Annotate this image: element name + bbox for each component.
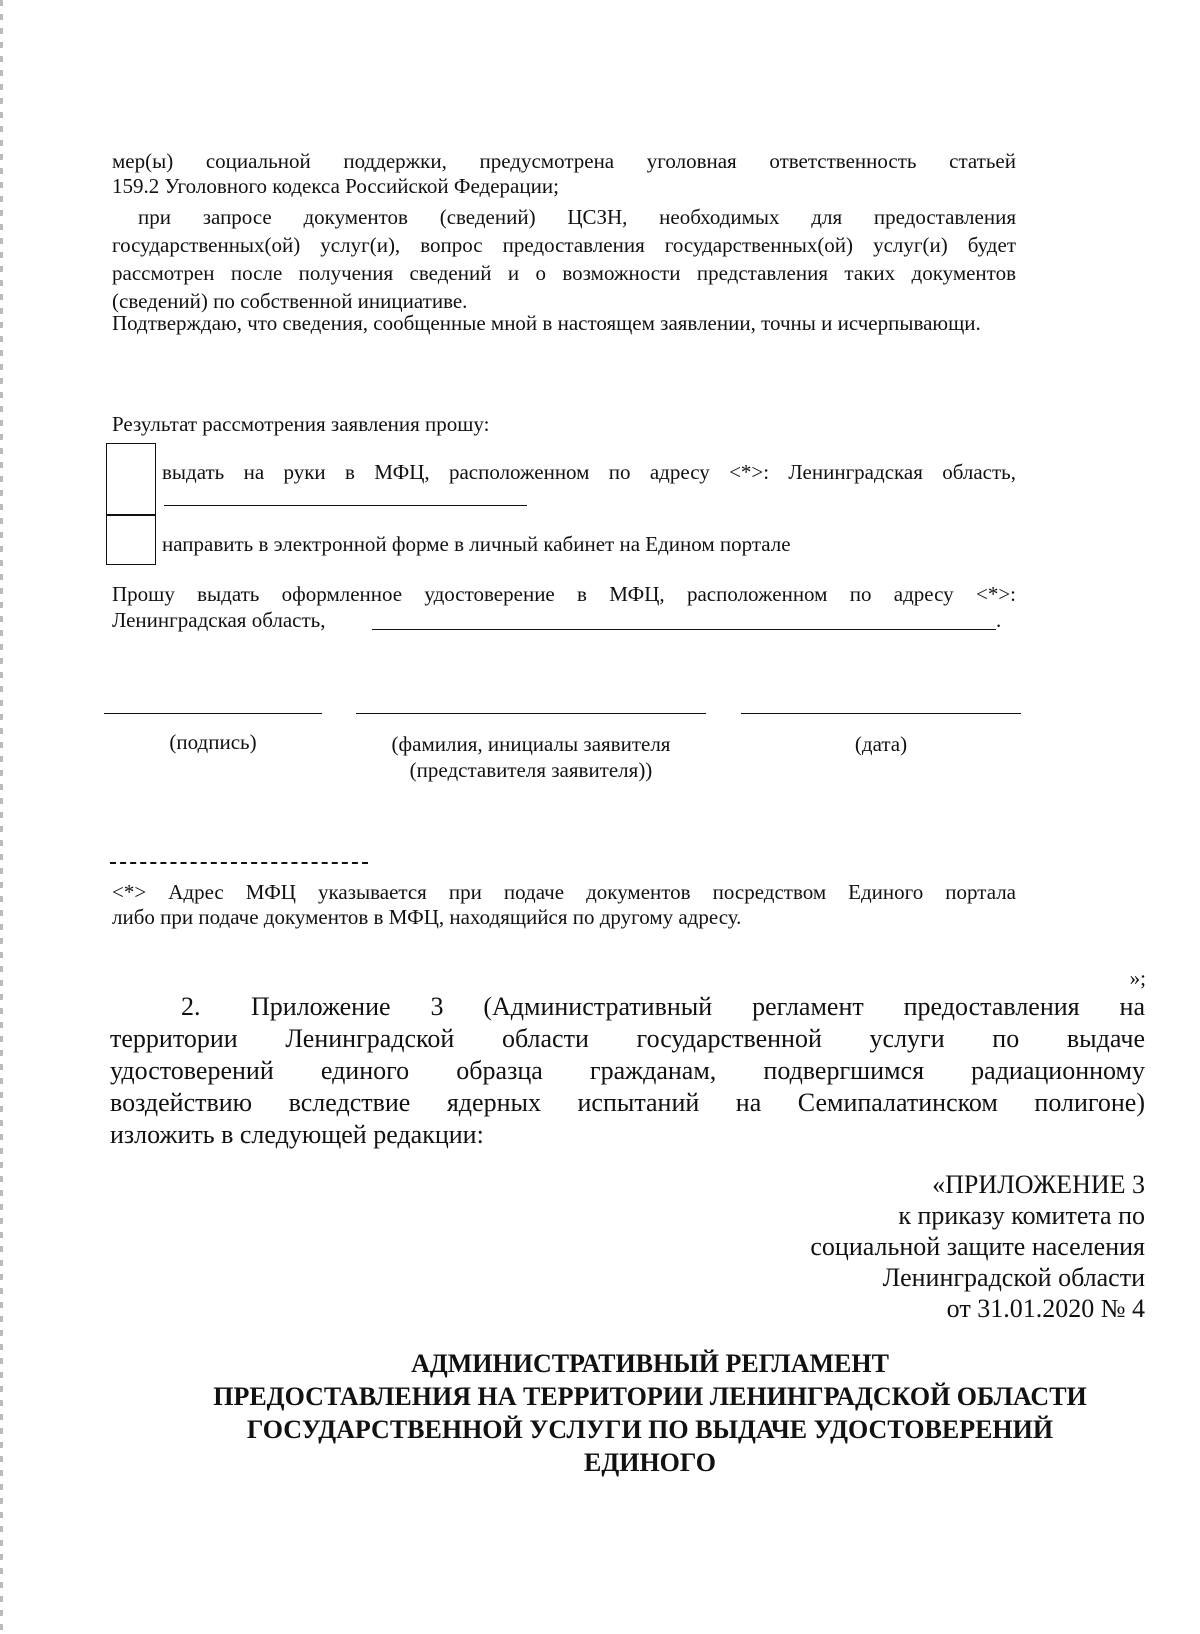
option-pickup-label: выдать на руки в МФЦ, расположенном по адресу <*>: Ленинградская область, [162, 460, 1016, 484]
item-2-line-4: воздействию вследствие ядерных испытаний на Семипалатинском полигоне) [110, 1088, 1145, 1117]
appendix-line-3: социальной защите населения [810, 1232, 1145, 1261]
title-line-3: ГОСУДАРСТВЕННОЙ УСЛУГИ ПО ВЫДАЧЕ УДОСТОВЕРЕНИЙ [246, 1415, 1054, 1444]
appendix-line-2: к приказу комитета по [898, 1201, 1145, 1230]
request-line-2-suffix: . [996, 608, 1002, 632]
intro-line-2: 159.2 Уголовного кодекса Российской Федерации; [112, 174, 559, 198]
item-2-number: 2. [181, 992, 201, 1021]
option-pickup-address-line[interactable] [164, 505, 527, 506]
intro-line-1: мер(ы) социальной поддержки, предусмотрена уголовная ответственность статьей [112, 149, 1016, 173]
request-line-2-prefix: Ленинградская область, [112, 608, 326, 632]
option-pickup-checkbox[interactable] [106, 443, 156, 515]
date-line[interactable] [741, 713, 1021, 714]
footnote-line-2: либо при подаче документов в МФЦ, находящийся по другому адресу. [112, 905, 742, 929]
appendix-line-4: Ленинградской области [882, 1263, 1145, 1292]
option-electronic-label: направить в электронной форме в личный кабинет на Едином портале [162, 532, 791, 556]
footnote-line-1: <*> Адрес МФЦ указывается при подаче документов посредством Единого портала [112, 880, 1016, 904]
footnote-separator [110, 862, 368, 864]
result-heading: Результат рассмотрения заявления прошу: [112, 412, 490, 436]
intro-paragraph-2: при запросе документов (сведений) ЦСЗН, необходимых для предоставления государственных(ой) услуг(и), вопрос предоставления государственных(ой) услуг(и) будет рассмотрен после получения сведений и о возможности представления таких документов (сведений) по собственной инициативе. [112, 205, 1016, 313]
name-caption-line-2: (представителя заявителя)) [409, 758, 653, 782]
appendix-line-1: «ПРИЛОЖЕНИЕ 3 [932, 1170, 1145, 1199]
intro-paragraph-3: Подтверждаю, что сведения, сообщенные мной в настоящем заявлении, точны и исчерпывающи. [112, 311, 981, 335]
name-line[interactable] [356, 713, 706, 714]
signature-caption: (подпись) [169, 730, 257, 754]
closing-quote: »; [1129, 966, 1146, 990]
title-line-4: ЕДИНОГО [583, 1448, 717, 1477]
scan-edge [0, 0, 3, 1634]
option-electronic-checkbox[interactable] [106, 515, 156, 565]
signature-line[interactable] [104, 713, 322, 714]
appendix-line-5: от 31.01.2020 № 4 [946, 1294, 1145, 1323]
item-2-line-5: изложить в следующей редакции: [110, 1120, 484, 1149]
date-caption: (дата) [854, 732, 908, 756]
item-2-line-1: Приложение 3 (Административный регламент предоставления на [251, 992, 1145, 1021]
title-line-1: АДМИНИСТРАТИВНЫЙ РЕГЛАМЕНТ [411, 1349, 889, 1378]
request-line-1: Прошу выдать оформленное удостоверение в МФЦ, расположенном по адресу <*>: [112, 582, 1016, 606]
item-2-line-2: территории Ленинградской области государственной услуги по выдаче [110, 1024, 1145, 1053]
title-line-2: ПРЕДОСТАВЛЕНИЯ НА ТЕРРИТОРИИ ЛЕНИНГРАДСКОЙ ОБЛАСТИ [213, 1382, 1087, 1411]
item-2-line-3: удостоверений единого образца гражданам, подвергшимся радиационному [110, 1056, 1145, 1085]
name-caption-line-1: (фамилия, инициалы заявителя [391, 732, 671, 756]
request-address-line[interactable] [372, 629, 996, 630]
